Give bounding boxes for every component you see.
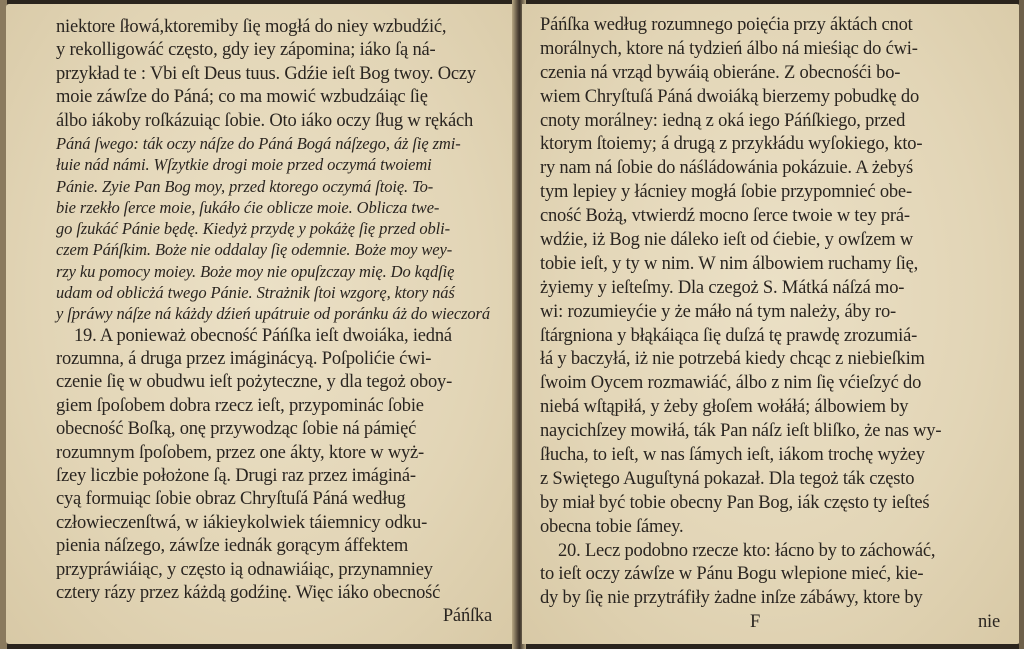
text-line: łuie nád námi. Wſzytkie drogi moie przed oczymá twoiemi [56, 155, 432, 175]
text-line: ſzey liczbie położone ſą. Drugi raz przez imáginá- [56, 465, 416, 486]
text-line: giem ſpoſobem dobra rzecz ieſt, przypominác ſobie [56, 395, 424, 416]
text-line: ſwoim Oycem rozmawiáć, álbo z nim ſię vćieſzyć do [540, 373, 922, 394]
text-line: żyiemy y ieſteſmy. Dla czegoż S. Mátká náſzá mo- [540, 277, 905, 298]
text-line: moie záwſze do Páná; co ma mowić wzbudzáiąc ſię [56, 87, 428, 108]
text-line: czenia ná vrząd bywáią obieráne. Z obecnośći bo- [540, 62, 901, 83]
text-line: łá y baczyłá, iż nie potrzebá kiedy chcąc z niebieſkim [540, 349, 925, 370]
text-line: wi: rozumieyćie y że máło ná tym należy, áby ro- [540, 301, 896, 322]
text-line: przypráwiáiąc, y często ią odnawiáiąc, przynamniey [56, 559, 433, 580]
text-line: naycichſzey mowiłá, ták Pan náſz ieſt bliſko, że nas wy- [540, 421, 942, 442]
text-line: cyą formuiąc ſobie obraz Chryſtuſá Páná według [56, 489, 406, 510]
text-line: ſłucha, to ieſt, w nas ſámych ieſt, iákom trochę wyżey [540, 445, 925, 466]
text-line: y ſpráwy náſze ná káżdy dźień upátruie od poránku áż do wieczorá [56, 304, 491, 324]
signature-mark: F [750, 612, 761, 633]
text-line: wdźie, iż Bog nie dáleko ieſt od ćiebie, y owſzem w [540, 230, 914, 251]
text-line: by miał być tobie obecny Pan Bog, iák często ty ieſteś [540, 492, 930, 513]
text-line: Páná ſwego: ták oczy náſze do Páná Bogá náſzego, áż ſię zmi- [56, 133, 461, 153]
text-line: przykład te : Vbi eſt Deus tuus. Gdźie ieſt Bog twoy. Oczy [56, 63, 476, 84]
text-line: rzy ku pomocy moiey. Boże moy nie opuſzczay mię. Do kądſię [56, 261, 455, 281]
text-line: 20. Lecz podobno rzecze kto: łácno by to záchowáć, [558, 540, 936, 561]
right-footer-row [540, 611, 1002, 635]
text-line: ſtárgniona y błąkáiąca ſię duſzá tę prawdę zrozumiá- [540, 325, 918, 346]
text-line: bie rzekło ſerce moie, ſukáło ćie oblicze moie. Oblicza twe- [56, 197, 440, 217]
text-line: udam od oblicżá twego Pánie. Strażnik ſtoi wzgorę, ktory náś [56, 283, 455, 303]
text-line: cnoty morálney: iedną z oká iego Páńſkiego, przed [540, 110, 906, 131]
text-line: cztery rázy przez káżdą godźinę. Więc iáko obecność [56, 582, 441, 603]
text-line: niebá wſtąpiłá, y żeby głoſem wołáłá; álbowiem by [540, 397, 909, 418]
text-line: Páńſka według rozumnego poięćia przy áktách cnot [540, 15, 913, 35]
left-page-text [56, 16, 502, 605]
text-line: człowieczenſtwá, w iákieykolwiek táiemnicy odku- [56, 512, 428, 533]
text-line: go ſzukáć Pánie będę. Kiedyż przydę y pokáżę ſię przed obli- [56, 219, 451, 239]
right-catchword: nie [977, 612, 1000, 633]
left-page [6, 4, 518, 644]
text-line: obecność Boſką, onę przywodząc ſobie ná pámięć [56, 419, 417, 440]
left-catchword: Páńſka [442, 606, 492, 627]
text-line: tym lepiey y łácniey mogłá ſobie przypomnieć obe- [540, 182, 912, 203]
text-line: Pánie. Zyie Pan Bog moy, przed ktorego oczymá ſtoię. To- [56, 176, 434, 196]
text-line: czem Páńſkim. Boże nie oddalay ſię odemnie. Boże moy wey- [56, 240, 453, 260]
text-line: ry nam ná ſobie do náśládowánia pokázuie. A żebyś [540, 158, 913, 179]
text-line: rozumna, á druga przez imáginácyą. Poſpolićie ćwi- [56, 349, 432, 370]
text-line: cność Bożą, vtwierdź mocno ſerce twoie w tey prá- [540, 206, 910, 227]
text-line: tobie ieſt, y ty w nim. W nim álbowiem ruchamy ſię, [540, 253, 919, 274]
text-line: dy by ſię nie przytráfiły żadne inſze zábáwy, ktore by [540, 588, 923, 609]
text-line: ktorym ſtoiemy; á drugą z przykłádu wyſokiego, kto- [540, 134, 923, 155]
text-line: rozumnym ſpoſobem, przez one ákty, ktore w wyż- [56, 442, 425, 463]
text-line: to ieſt oczy záwſze w Pánu Bogu wlepione mieć, kie- [540, 564, 924, 585]
text-line: morálnych, ktore ná tydzień álbo ná mieśiąc do ćwi- [540, 38, 918, 59]
right-page [522, 4, 1020, 644]
left-catchword-row [56, 605, 502, 628]
right-page-text [540, 14, 1002, 611]
text-line: czenie ſię w obudwu ieſt pożyteczne, y dla tegoż oboy- [56, 372, 453, 393]
text-line: álbo iákoby roſkázuiąc ſobie. Oto iáko oczy ſług w rękách [56, 110, 474, 131]
text-line: obecna tobie ſámey. [540, 516, 684, 537]
text-line: pienia náſzego, záwſze iednák gorącym áffektem [56, 536, 409, 557]
text-line: niektore ſłowá,ktoremiby ſię mogłá do niey wzbudźić, [56, 17, 447, 37]
text-line: wiem Chryſtuſá Páná dwoiáką bierzemy pobudkę do [540, 86, 920, 107]
text-line: y rekolligowáć często, gdy iey zápomina; iáko ſą ná- [56, 40, 436, 61]
text-line: 19. A ponieważ obecność Páńſka ieſt dwoiáka, iedná [74, 325, 452, 346]
right-book-edge [1019, 0, 1024, 649]
text-line: z Swiętego Auguſtyná pokazał. Dla tegoż ták często [540, 468, 915, 489]
